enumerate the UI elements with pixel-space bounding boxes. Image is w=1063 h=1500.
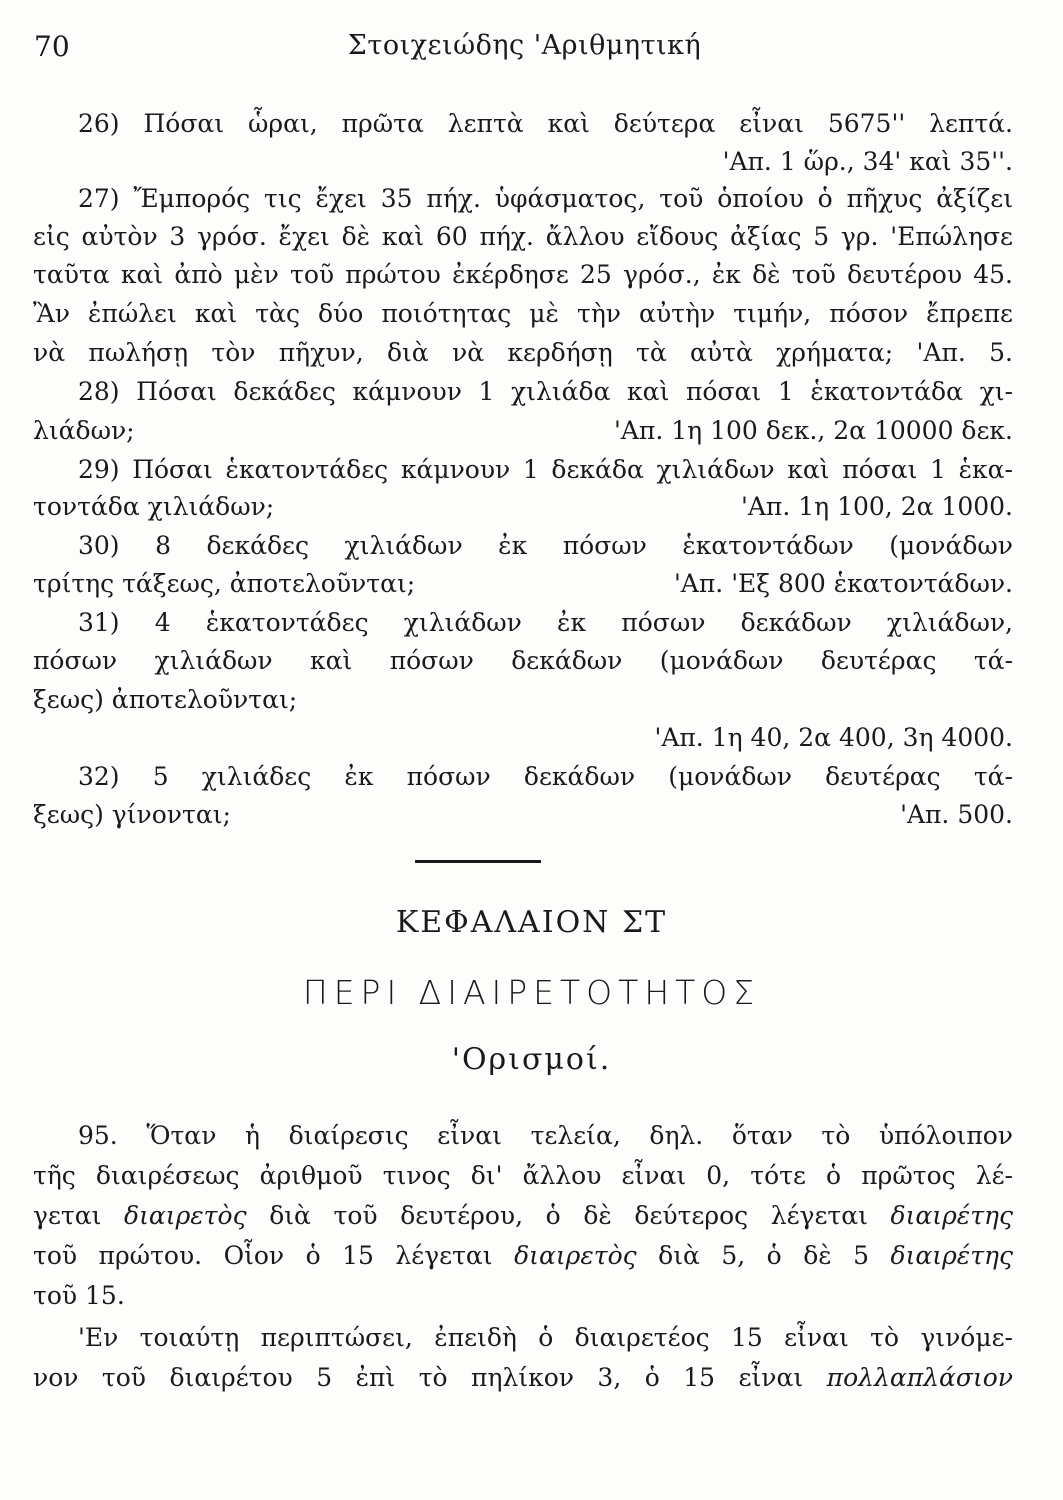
text-run: τοῦ πρώτου. Οἷον ὁ 15 λέγεται: [33, 1241, 493, 1270]
chapter-subtitle: ΠΕΡΙ ΔΙΑΙΡΕΤΟΤΗΤΟΣ: [302, 973, 761, 1012]
paragraph-96-line-1: 'Εν τοιαύτῃ περιπτώσει, ἐπειδὴ ὁ διαιρετέος 15 εἶναι τὸ γινόμε-: [78, 1323, 1013, 1352]
term-divisor: διαιρέτης: [890, 1201, 1014, 1230]
paragraph-95-line-3: [33, 1200, 1013, 1232]
exercise-28-line-2: λιάδων;: [33, 416, 135, 445]
exercise-32-line-2: ξεως) γίνονται;: [33, 800, 231, 829]
term-multiple: πολλαπλάσιον: [826, 1363, 1013, 1392]
exercise-27-line-3: ταῦτα καὶ ἀπὸ μὲν τοῦ πρώτου ἐκέρδησε 25 γρόσ., ἐκ δὲ τοῦ δευτέρου 45.: [33, 260, 1013, 289]
paragraph-95-line-4: [33, 1240, 1013, 1272]
exercise-26-line: 26) Πόσαι ὧραι, πρῶτα λεπτὰ καὶ δεύτερα εἶναι 5675'' λεπτά.: [78, 109, 1013, 138]
text-run: νον τοῦ διαιρέτου 5 ἐπὶ τὸ πηλίκον 3, ὁ 15 εἶναι: [33, 1363, 804, 1392]
exercise-31-line-1: 31) 4 ἑκατοντάδες χιλιάδων ἐκ πόσων δεκάδων χιλιάδων,: [78, 608, 1013, 637]
paragraph-95-line-1: 95. Ὅταν ἡ διαίρεσις εἶναι τελεία, δηλ. ὅταν τὸ ὑπόλοιπον: [78, 1121, 1013, 1150]
paragraph-96-line-2: [33, 1362, 1013, 1394]
exercise-30-line-2: τρίτης τάξεως, ἀποτελοῦνται;: [33, 569, 416, 598]
exercise-29-line-2: τοντάδα χιλιάδων;: [33, 492, 275, 521]
exercise-27-line-5: νὰ πωλήσῃ τὸν πῆχυν, διὰ νὰ κερδήσῃ τὰ αὐτὰ χρήματα; 'Απ. 5.: [33, 338, 1013, 367]
exercise-32-line-1: 32) 5 χιλιάδες ἐκ πόσων δεκάδων (μονάδων δευτέρας τά-: [78, 762, 1013, 791]
text-run: διὰ 5, ὁ δὲ 5: [658, 1241, 870, 1270]
term-dividend: διαιρετὸς: [124, 1201, 247, 1230]
exercise-29-answer: 'Απ. 1η 100, 2α 1000.: [741, 492, 1013, 521]
text-run: γεται: [33, 1201, 102, 1230]
paragraph-95-line-2: τῆς διαιρέσεως ἀριθμοῦ τινος δι' ἄλλου εἶναι 0, τότε ὁ πρῶτος λέ-: [33, 1161, 1013, 1190]
exercise-31-answer: 'Απ. 1η 40, 2α 400, 3η 4000.: [654, 723, 1013, 752]
exercise-28-line-1: 28) Πόσαι δεκάδες κάμνουν 1 χιλιάδα καὶ πόσαι 1 ἑκατοντάδα χι-: [78, 377, 1013, 406]
running-title: Στοιχειώδης 'Αριθμητική: [347, 30, 702, 61]
text-run: διὰ τοῦ δευτέρου, ὁ δὲ δεύτερος λέγεται: [269, 1201, 868, 1230]
exercise-27-line-1: 27) Ἔμπορός τις ἔχει 35 πήχ. ὑφάσματος, τοῦ ὁποίου ὁ πῆχυς ἀξίζει: [78, 184, 1013, 213]
page-number: 70: [34, 30, 70, 63]
chapter-title: ΚΕΦΑΛΑΙΟΝ ΣΤ: [395, 905, 668, 940]
term-divisor: διαιρέτης: [890, 1241, 1014, 1270]
exercise-32-answer: 'Απ. 500.: [900, 800, 1013, 829]
section-divider-rule: [415, 860, 541, 863]
term-dividend: διαιρετὸς: [514, 1241, 637, 1270]
exercise-29-line-1: 29) Πόσαι ἑκατοντάδες κάμνουν 1 δεκάδα χιλιάδων καὶ πόσαι 1 ἑκα-: [78, 455, 1013, 484]
running-head: [34, 30, 1015, 70]
exercise-28-answer: 'Απ. 1η 100 δεκ., 2α 10000 δεκ.: [614, 416, 1013, 445]
section-heading: 'Ορισμοί.: [451, 1042, 612, 1077]
exercise-30-answer: 'Απ. 'Εξ 800 ἑκατοντάδων.: [673, 569, 1013, 598]
paragraph-95-line-5: τοῦ 15.: [33, 1281, 125, 1310]
exercise-30-line-1: 30) 8 δεκάδες χιλιάδων ἐκ πόσων ἑκατοντάδων (μονάδων: [78, 531, 1013, 560]
exercise-26-answer: 'Απ. 1 ὥρ., 34' καὶ 35''.: [722, 147, 1013, 176]
exercise-27-line-4: Ἂν ἐπώλει καὶ τὰς δύο ποιότητας μὲ τὴν αὐτὴν τιμήν, πόσον ἔπρεπε: [33, 299, 1013, 328]
exercise-31-line-3: ξεως) ἀποτελοῦνται;: [33, 685, 298, 714]
exercise-31-line-2: πόσων χιλιάδων καὶ πόσων δεκάδων (μονάδων δευτέρας τά-: [33, 646, 1013, 675]
exercise-27-line-2: εἰς αὐτὸν 3 γρόσ. ἔχει δὲ καὶ 60 πήχ. ἄλλου εἴδους ἀξίας 5 γρ. 'Επώλησε: [33, 222, 1013, 251]
